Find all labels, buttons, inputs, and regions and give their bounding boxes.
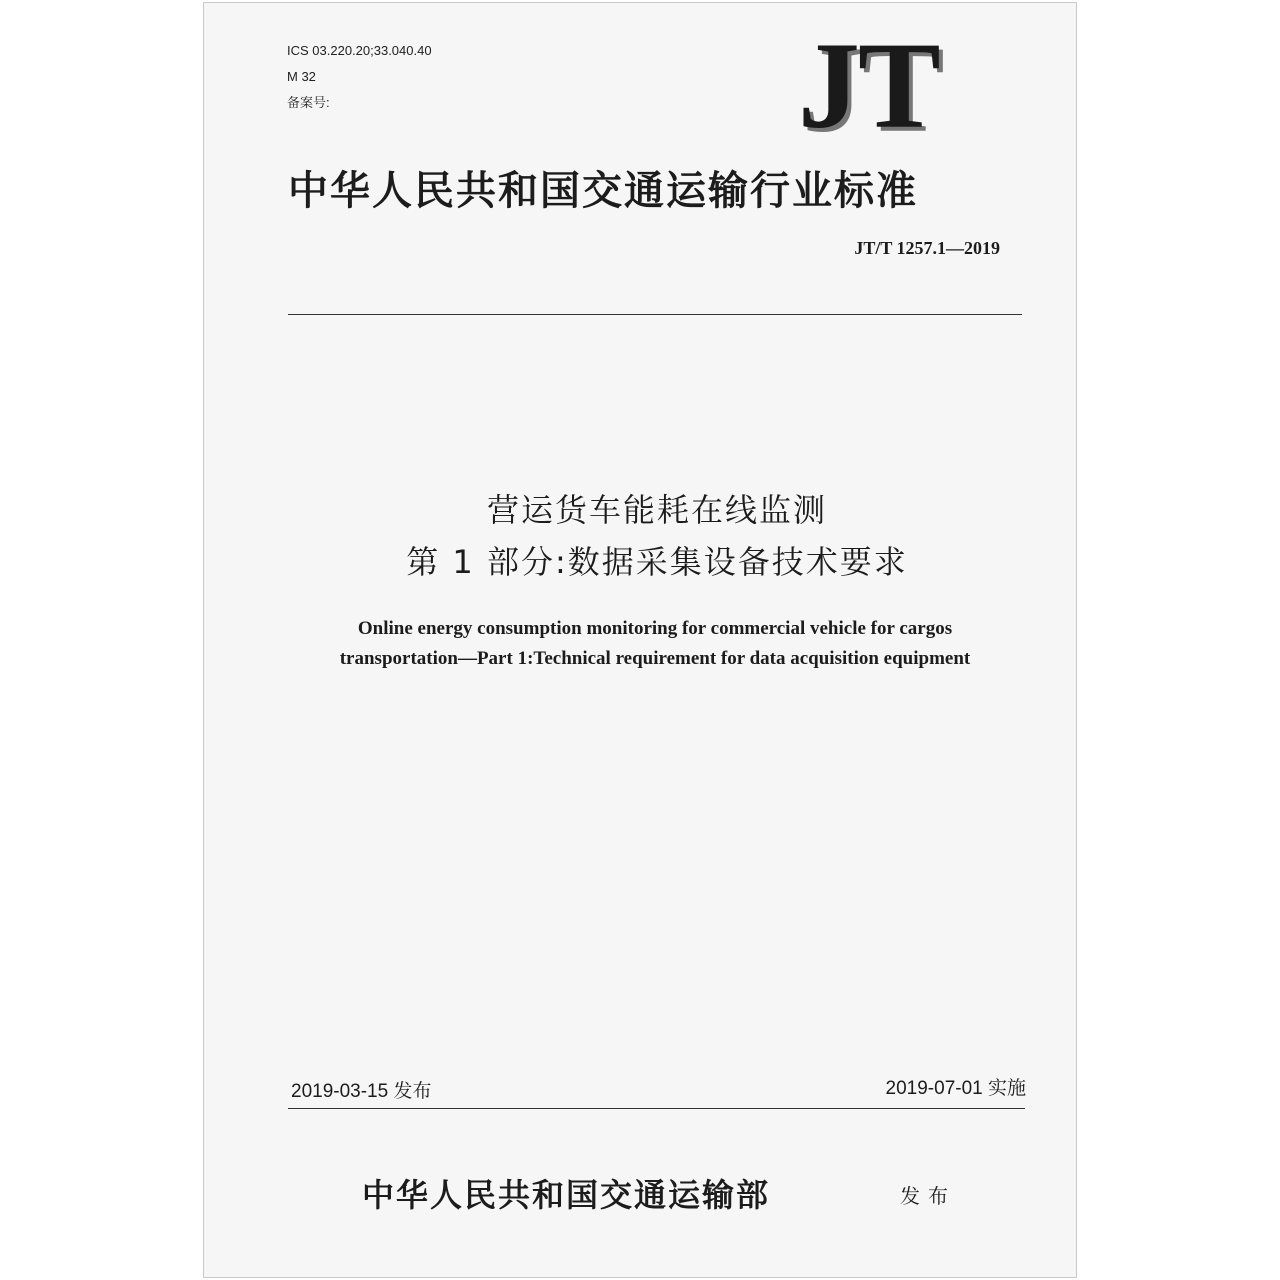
issuing-action: 发布 [900,1184,956,1208]
jt-logo: JT [798,17,939,154]
chinese-title [290,484,1024,588]
chinese-title-line1: 营运货车能耗在线监测 [486,491,827,529]
standard-number: JT/T 1257.1—2019 [854,238,1000,258]
english-title-line1: Online energy consumption monitoring for commercial vehicle for cargos [357,618,953,639]
chinese-title-line2: 第 1 部分:数据采集设备技术要求 [406,543,908,581]
english-title [270,614,1040,674]
issuing-authority: 中华人民共和国交通运输部 [362,1176,771,1214]
record-number-label: 备案号: [287,95,330,110]
standard-category-title: 中华人民共和国交通运输行业标准 [288,167,918,214]
classification-block [287,38,432,116]
header-divider [288,314,1022,315]
implementation-date: 2019-07-01 实施 [885,1078,1026,1099]
issue-date: 2019-03-15 发布 [291,1081,432,1102]
ccs-code: M 32 [287,69,316,84]
english-title-line2: transportation—Part 1:Technical requirement for data acquisition equipment [339,648,971,669]
footer-divider [288,1108,1025,1109]
ics-code: ICS 03.220.20;33.040.40 [287,43,432,58]
